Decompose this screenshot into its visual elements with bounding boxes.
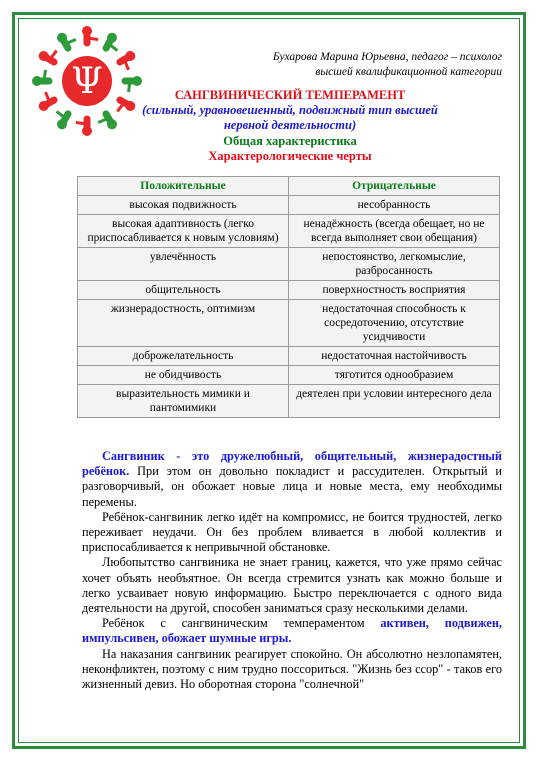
paragraph-1 [82,449,502,510]
positive-cell: жизнерадостность, оптимизм [78,300,289,347]
page-subtitle: (сильный, уравновешенный, подвижный тип высшей нервной деятельности) [142,103,438,132]
traits-table [77,176,500,418]
table-row [78,385,500,418]
negative-cell: ненадёжность (всегда обещает, но не всегда выполняет свои обещания) [289,215,500,248]
positive-cell: доброжелательность [78,347,289,366]
negative-cell: тяготится однообразием [289,366,500,385]
body-text [82,449,502,692]
positive-cell: увлечённость [78,248,289,281]
paragraph-4-start: Ребёнок с сангвиническим темпераментом [102,616,381,631]
child-figure-arm [44,70,45,81]
table-row [78,347,500,366]
column-header-negative: Отрицательные [289,177,500,196]
paragraph-4 [82,616,502,646]
positive-cell: не обидчивость [78,366,289,385]
negative-cell: несобранность [289,196,500,215]
positive-cell: общительность [78,281,289,300]
paragraph-3: Любопытство сангвиника не знает границ, кажется, что уже прямо сейчас хочет объять необъятное. Он всегда стремится узнать как можно больше и легко усваивает новую информацию. Быстро переключается с одного вида деятельности на другой, способен заниматься сразу несколькими делами. [82,555,502,616]
child-figure-arm [87,38,98,39]
table-row [78,196,500,215]
author-info [182,50,502,80]
table-row [78,300,500,347]
table-row [78,366,500,385]
paragraph-5: На наказания сангвиник реагирует спокойно. Он абсолютно незлопамятен, неконфликтен, поэтому с ним трудно поссориться. "Жизнь без ссор" - таков его жизненный девиз. Но оборотная сторона "солнечной" [82,646,502,692]
section-general-heading: Общая характеристика [223,134,357,148]
author-qualification: высшей квалификационной категории [315,66,502,78]
paragraph-4-highlight: активен, подвижен, импульсивен, обожает шумные игры. [82,616,502,646]
section-traits-heading: Характерологические черты [208,149,372,163]
paragraph-1-rest: При этом он довольно покладист и рассудителен. Открытый и разговорчивый, он обожает новые лица и новые места, ему необходимы перемены. [82,464,502,509]
child-figure-arm [76,123,87,124]
page-title: САНГВИНИЧЕСКИЙ ТЕМПЕРАМЕНТ [174,88,406,102]
positive-cell: высокая адаптивность (легко приспосабливается к новым условиям) [78,215,289,248]
table-row [78,248,500,281]
table-header-row [78,177,500,196]
negative-cell: деятелен при условии интересного дела [289,385,500,418]
negative-cell: недостаточная способность к сосредоточению, отсутствие усидчивости [289,300,500,347]
table-row [78,215,500,248]
negative-cell: непостоянство, легкомыслие, разбросанность [289,248,500,281]
paragraph-2: Ребёнок-сангвиник легко идёт на компромисс, не боится трудностей, легко переживает неудачи. Он без проблем вливается в любой коллектив и приспосабливается к непривычной обстановке. [82,509,502,555]
author-name: Бухарова Марина Юрьевна, педагог – психолог [272,51,502,63]
negative-cell: недостаточная настойчивость [289,347,500,366]
negative-cell: поверхностность восприятия [289,281,500,300]
positive-cell: выразительность мимики и пантомимики [78,385,289,418]
positive-cell: высокая подвижность [78,196,289,215]
psi-symbol: Ψ [71,61,103,102]
column-header-positive: Положительные [78,177,289,196]
table-row [78,281,500,300]
paragraph-1-highlight: Сангвиник - это дружелюбный, общительный, жизнерадостный ребёнок. [82,449,502,479]
psi-logo-icon [28,22,146,140]
